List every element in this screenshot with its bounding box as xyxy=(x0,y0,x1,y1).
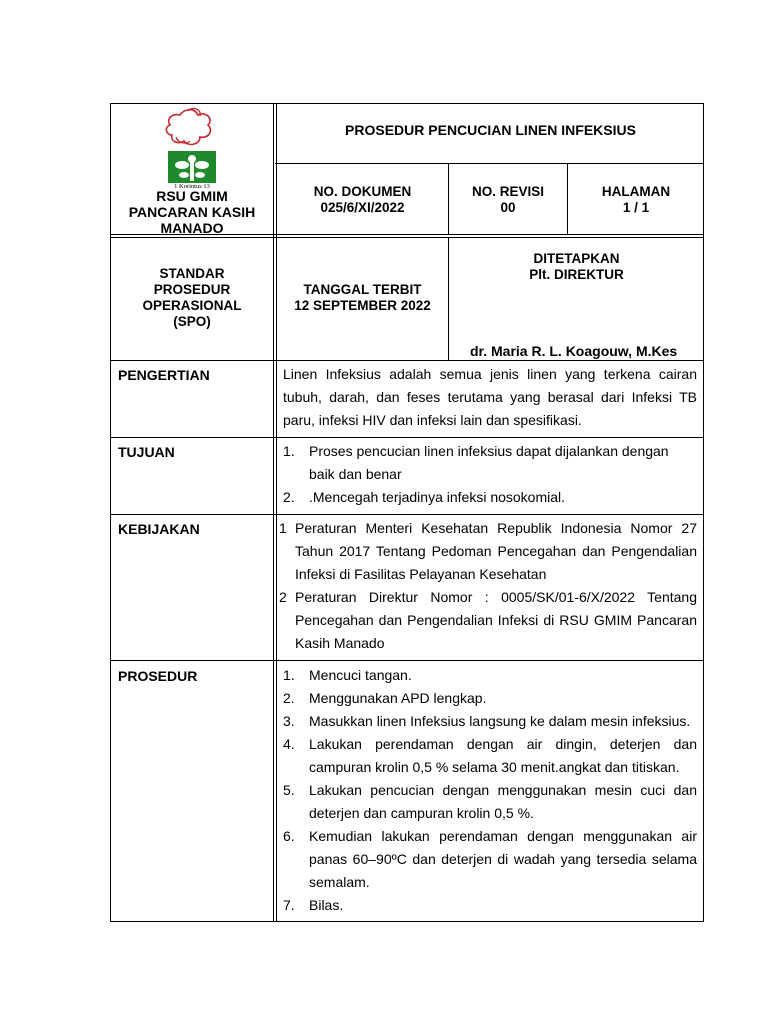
list-item: 1. Proses pencucian linen infeksius dapat dijalankan dengan baik dan benar xyxy=(283,443,669,482)
page-value: 1 / 1 xyxy=(622,200,650,215)
col-divider-main-double xyxy=(276,103,277,922)
row-divider-pengertian xyxy=(110,437,704,438)
prosedur-label: PROSEDUR xyxy=(118,668,198,684)
col-divider-main xyxy=(273,103,274,922)
kebijakan-list xyxy=(279,517,697,655)
list-item: 5. Lakukan pencucian dengan menggunakan mesin cuci dan deterjen dan campuran krolin 0,5 %. xyxy=(283,782,697,821)
revision-value: 00 xyxy=(500,200,516,215)
list-item: 4. Lakukan perendaman dengan air dingin, deterjen dan campuran krolin 0,5 % selama 30 menit.angkat dan titiskan. xyxy=(283,736,697,775)
approval-block xyxy=(449,251,704,283)
list-item: 2. Menggunakan APD lengkap. xyxy=(283,690,487,706)
list-item: 2 Peraturan Direktur Nomor : 0005/SK/01-6/X/2022 Tentang Pencegahan dan Pengendalian Infeksi di RSU GMIM Pancaran Kasih Manado xyxy=(279,589,697,651)
title-divider xyxy=(275,163,704,164)
revision-block xyxy=(449,184,567,216)
revision-label: NO. REVISI xyxy=(471,184,544,199)
spo-label: STANDAR PROSEDUR OPERASIONAL (SPO) xyxy=(142,266,242,329)
list-item: 7. Bilas. xyxy=(283,897,344,913)
tujuan-list xyxy=(283,440,697,509)
doc-number-label: NO. DOKUMEN xyxy=(313,184,412,199)
hospital-logo xyxy=(160,107,224,189)
doc-number-value: 025/6/XI/2022 xyxy=(320,200,405,215)
hospital-name: RSU GMIM PANCARAN KASIH MANADO xyxy=(128,188,256,236)
page-label: HALAMAN xyxy=(601,184,671,199)
row-divider-kebijakan xyxy=(110,660,704,661)
approval-label: DITETAPKAN xyxy=(533,251,620,266)
issue-date-value: 12 SEPTEMBER 2022 xyxy=(294,298,431,313)
row-divider-approval xyxy=(110,360,704,361)
list-item: 6. Kemudian lakukan perendaman dengan menggunakan air panas 60–90ºC dan deterjen di wadah yang tersedia selama semalam. xyxy=(283,828,697,890)
svg-text:1 Korintus 13: 1 Korintus 13 xyxy=(174,183,210,189)
prosedur-list xyxy=(283,664,697,917)
approval-role: Plt. DIREKTUR xyxy=(529,267,624,282)
page-block xyxy=(568,184,704,216)
pengertian-label: PENGERTIAN xyxy=(118,367,210,383)
list-item: 3. Masukkan linen Infeksius langsung ke dalam mesin infeksius. xyxy=(283,713,691,729)
kebijakan-label: KEBIJAKAN xyxy=(118,521,200,537)
issue-date-block xyxy=(277,282,448,314)
document-title: PROSEDUR PENCUCIAN LINEN INFEKSIUS xyxy=(345,122,636,138)
row-divider-header-double xyxy=(110,237,704,238)
signatory-name: dr. Maria R. L. Koagouw, M.Kes xyxy=(470,343,678,359)
list-item: 1. Mencuci tangan. xyxy=(283,667,412,683)
pengertian-text: Linen Infeksius adalah semua jenis linen yang terkena cairan tubuh, darah, dan feses terutama yang berasal dari Infeksi TB paru, infeksi HIV dan infeksi lain dan spesifikasi. xyxy=(283,366,697,428)
doc-number-block xyxy=(277,184,448,216)
issue-date-label: TANGGAL TERBIT xyxy=(303,282,422,297)
row-divider-tujuan xyxy=(110,514,704,515)
list-item: 2. .Mencegah terjadinya infeksi nosokomial. xyxy=(283,489,566,505)
tujuan-label: TUJUAN xyxy=(118,444,175,460)
list-item: 1 Peraturan Menteri Kesehatan Republik Indonesia Nomor 27 Tahun 2017 Tentang Pedoman Pencegahan dan Pengendalian Infeksi di Fasilitas Pelayanan Kesehatan xyxy=(279,520,697,582)
